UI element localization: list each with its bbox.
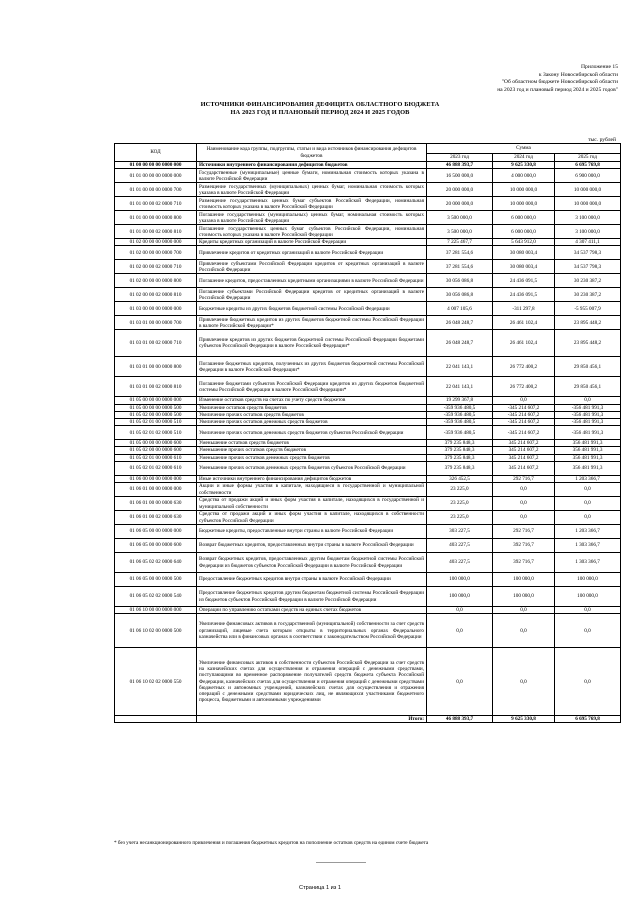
- row-value-2025: 356 481 991,3: [555, 440, 621, 447]
- row-value-2025: 356 481 991,3: [555, 454, 621, 461]
- footnote: * без учета несанкционированного привлечения и погашения бюджетных кредитов на пополнение остатков средств на едином счете бюджета: [114, 840, 429, 846]
- row-code: 01 05 02 01 02 0000 610: [115, 461, 197, 475]
- row-name: Средства от продажи акций и иных форм участия в капитале, находящихся в собственности субъектов Российской Федерации: [197, 511, 427, 525]
- row-value-2024: 392 716,7: [493, 539, 555, 553]
- row-code: 01 03 01 00 02 0000 810: [115, 377, 197, 397]
- row-value-2024: 345 214 607,2: [493, 454, 555, 461]
- total-value-2023: 46 888 393,7: [427, 716, 493, 723]
- row-value-2023: 100 000,0: [427, 573, 493, 587]
- row-code: 01 05 02 01 02 0000 510: [115, 426, 197, 440]
- row-value-2024: 26 461 102,4: [493, 316, 555, 330]
- row-code: 01 06 01 00 02 0000 630: [115, 511, 197, 525]
- table-row: [115, 440, 621, 447]
- row-value-2024: 24 436 091,5: [493, 288, 555, 302]
- row-value-2024: 24 436 091,5: [493, 274, 555, 288]
- table-row: [115, 587, 621, 607]
- row-name: Кредиты кредитных организаций в валюте Российской Федерации: [197, 239, 427, 246]
- row-name: Уменьшение прочих остатков средств бюджетов: [197, 447, 427, 454]
- row-name: Уменьшение прочих остатков денежных средств бюджетов: [197, 454, 427, 461]
- row-value-2023: -359 936 480,5: [427, 404, 493, 411]
- table-row: [115, 447, 621, 454]
- table-row: [115, 404, 621, 411]
- row-value-2023: 20 000 000,0: [427, 183, 493, 197]
- sources-table: [114, 143, 621, 723]
- row-value-2023: 379 235 848,3: [427, 440, 493, 447]
- row-value-2024: 345 214 607,2: [493, 461, 555, 475]
- row-name: Размещение государственных (муниципальных) ценных бумаг, номинальная стоимость которых указана в валюте Российской Федерации: [197, 183, 427, 197]
- row-value-2023: -359 936 480,5: [427, 419, 493, 426]
- table-row: [115, 316, 621, 330]
- row-name: Государственные (муниципальные) ценные бумаги, номинальная стоимость которых указана в валюте Российской Федерации: [197, 169, 427, 183]
- row-name: Бюджетные кредиты, предоставленные внутри страны в валюте Российской Федерации: [197, 525, 427, 539]
- row-value-2024: 292 716,7: [493, 475, 555, 482]
- row-code: 01 06 01 00 00 0000 000: [115, 483, 197, 497]
- row-value-2025: 1 303 366,7: [555, 539, 621, 553]
- table-row: [115, 197, 621, 211]
- appendix-line: к Закону Новосибирской области: [538, 71, 618, 78]
- row-value-2024: 30 080 003,4: [493, 260, 555, 274]
- row-value-2024: 0,0: [493, 607, 555, 614]
- table-row: [115, 573, 621, 587]
- row-value-2023: 23 225,0: [427, 511, 493, 525]
- table-row: [115, 274, 621, 288]
- table-row: [115, 239, 621, 246]
- row-value-2025: 29 850 456,1: [555, 377, 621, 397]
- table-row: [115, 397, 621, 404]
- row-value-2025: 29 850 456,1: [555, 357, 621, 377]
- row-value-2025: 6 900 000,0: [555, 169, 621, 183]
- row-value-2024: -311 297,8: [493, 302, 555, 316]
- title-line: ИСТОЧНИКИ ФИНАНСИРОВАНИЯ ДЕФИЦИТА ОБЛАСТНОГО БЮДЖЕТА: [200, 101, 440, 108]
- row-name: Увеличение остатков средств бюджетов: [197, 404, 427, 411]
- table-row: [115, 553, 621, 573]
- table-row: [115, 426, 621, 440]
- table-row: [115, 461, 621, 475]
- row-value-2023: 22 041 143,1: [427, 377, 493, 397]
- row-code: 01 06 01 00 00 0000 630: [115, 497, 197, 511]
- row-name: Источники внутреннего финансирования дефицитов бюджетов: [197, 162, 427, 169]
- row-value-2025: 1 203 366,7: [555, 525, 621, 539]
- row-value-2024: 0,0: [493, 483, 555, 497]
- row-value-2023: 3 500 000,0: [427, 225, 493, 239]
- total-row: [115, 716, 621, 723]
- table-row: [115, 454, 621, 461]
- table-row: [115, 614, 621, 648]
- row-value-2025: 10 000 000,0: [555, 197, 621, 211]
- row-value-2023: 30 056 086,8: [427, 288, 493, 302]
- row-value-2024: 345 214 607,2: [493, 440, 555, 447]
- row-value-2025: 100 000,0: [555, 587, 621, 607]
- row-code: 01 06 10 02 00 0000 500: [115, 614, 197, 648]
- appendix-header: [378, 64, 618, 94]
- row-value-2023: 4 007 105,6: [427, 302, 493, 316]
- total-value-2024: 9 625 330,8: [493, 716, 555, 723]
- row-value-2023: 0,0: [427, 607, 493, 614]
- row-code: 01 03 00 00 00 0000 000: [115, 302, 197, 316]
- row-value-2024: -345 214 607,2: [493, 426, 555, 440]
- row-code: 01 02 00 00 00 0000 700: [115, 246, 197, 260]
- row-name: Погашение кредитов, предоставленных кредитными организациями в валюте Российской Федерации: [197, 274, 427, 288]
- row-value-2023: 7 225 467,7: [427, 239, 493, 246]
- signature-line: [316, 862, 366, 863]
- row-value-2025: -356 481 991,3: [555, 404, 621, 411]
- row-name: Увеличение прочих остатков денежных средств бюджетов: [197, 419, 427, 426]
- row-value-2025: 30 230 387,2: [555, 274, 621, 288]
- row-code: 01 06 05 02 02 0000 540: [115, 587, 197, 607]
- table-row: [115, 162, 621, 169]
- row-value-2024: 100 000,0: [493, 587, 555, 607]
- row-value-2025: 23 895 448,2: [555, 330, 621, 357]
- row-value-2024: -345 214 607,2: [493, 411, 555, 418]
- row-name: Иные источники внутреннего финансирования дефицитов бюджетов: [197, 475, 427, 482]
- table-row: [115, 607, 621, 614]
- row-code: 01 06 10 00 00 0000 000: [115, 607, 197, 614]
- table-row: [115, 411, 621, 418]
- row-code: 01 02 00 00 00 0000 000: [115, 239, 197, 246]
- row-value-2024: 100 000,0: [493, 573, 555, 587]
- row-value-2024: 26 772 400,2: [493, 377, 555, 397]
- row-value-2025: 30 230 387,2: [555, 288, 621, 302]
- row-value-2024: 5 643 912,0: [493, 239, 555, 246]
- row-value-2024: 6 000 000,0: [493, 211, 555, 225]
- table-row: [115, 183, 621, 197]
- units-label: тыс. рублей: [588, 137, 616, 143]
- row-value-2024: 0,0: [493, 497, 555, 511]
- row-code: 01 03 01 00 00 0000 700: [115, 316, 197, 330]
- row-value-2025: 0,0: [555, 607, 621, 614]
- table-row: [115, 225, 621, 239]
- row-value-2024: 0,0: [493, 614, 555, 648]
- total-value-2025: 6 695 769,8: [555, 716, 621, 723]
- row-value-2023: 379 235 848,3: [427, 447, 493, 454]
- row-value-2023: 19 299 367,8: [427, 397, 493, 404]
- row-code: 01 05 00 00 00 0000 600: [115, 440, 197, 447]
- table-row: [115, 475, 621, 482]
- row-name: Операции по управлению остатками средств на единых счетах бюджетов: [197, 607, 427, 614]
- table-row: [115, 169, 621, 183]
- row-value-2023: 379 235 848,3: [427, 461, 493, 475]
- row-code: 01 05 02 01 00 0000 510: [115, 419, 197, 426]
- table-row: [115, 648, 621, 716]
- total-code-cell: [115, 716, 197, 723]
- table-row: [115, 539, 621, 553]
- row-code: 01 06 10 02 02 0000 550: [115, 648, 197, 716]
- row-value-2023: 0,0: [427, 614, 493, 648]
- appendix-line: "Об областном бюджете Новосибирской области: [501, 79, 618, 86]
- row-value-2023: 46 888 393,7: [427, 162, 493, 169]
- table-row: [115, 483, 621, 497]
- row-value-2023: 37 281 554,6: [427, 246, 493, 260]
- row-code: 01 05 00 00 00 0000 500: [115, 404, 197, 411]
- row-value-2023: 23 225,0: [427, 483, 493, 497]
- row-name: Размещение государственных ценных бумаг субъектов Российской Федерации, номинальная стоимость которых указана в валюте Российской Федерации: [197, 197, 427, 211]
- row-value-2025: 0,0: [555, 497, 621, 511]
- row-name: Средства от продажи акций и иных форм участия в капитале, находящихся в государственной и муниципальной собственности: [197, 497, 427, 511]
- row-name: Погашение субъектами Российской Федерации кредитов от кредитных организаций в валюте Российской Федерации: [197, 288, 427, 302]
- row-code: 01 01 00 00 00 0000 800: [115, 211, 197, 225]
- row-code: 01 02 00 00 02 0000 710: [115, 260, 197, 274]
- row-code: 01 06 05 00 00 0000 500: [115, 573, 197, 587]
- table-row: [115, 511, 621, 525]
- row-value-2025: 6 695 769,8: [555, 162, 621, 169]
- row-value-2025: 0,0: [555, 397, 621, 404]
- total-label: Итого:: [197, 716, 427, 723]
- row-value-2024: 26 772 400,2: [493, 357, 555, 377]
- row-value-2025: 0,0: [555, 614, 621, 648]
- row-code: 01 01 00 00 02 0000 810: [115, 225, 197, 239]
- row-value-2025: 0,0: [555, 648, 621, 716]
- row-name: Акции и иные формы участия в капитале, находящиеся в государственной и муниципальной собственности: [197, 483, 427, 497]
- row-value-2023: 26 048 248,7: [427, 316, 493, 330]
- row-value-2023: 3 500 000,0: [427, 211, 493, 225]
- row-value-2023: 403 227,5: [427, 539, 493, 553]
- row-code: 01 05 02 01 00 0000 610: [115, 454, 197, 461]
- row-value-2025: 100 000,0: [555, 573, 621, 587]
- row-value-2024: 10 000 000,0: [493, 183, 555, 197]
- document-title: [0, 101, 640, 118]
- row-code: 01 02 00 00 02 0000 810: [115, 288, 197, 302]
- row-name: Погашение государственных (муниципальных) ценных бумаг, номинальная стоимость которых указана в валюте Российской Федерации: [197, 211, 427, 225]
- row-value-2025: 356 481 991,3: [555, 461, 621, 475]
- row-value-2024: 0,0: [493, 648, 555, 716]
- row-code: 01 05 00 00 00 0000 000: [115, 397, 197, 404]
- row-value-2024: 392 716,7: [493, 553, 555, 573]
- row-value-2024: 6 000 000,0: [493, 225, 555, 239]
- row-value-2024: 4 000 000,0: [493, 169, 555, 183]
- row-value-2023: 379 235 848,3: [427, 454, 493, 461]
- row-code: 01 01 00 00 00 0000 700: [115, 183, 197, 197]
- row-value-2023: 326 452,5: [427, 475, 493, 482]
- row-value-2024: -345 214 607,2: [493, 404, 555, 411]
- row-code: 01 05 02 00 00 0000 500: [115, 411, 197, 418]
- row-value-2023: 37 281 554,6: [427, 260, 493, 274]
- row-name: Погашение бюджетных кредитов, полученных из других бюджетов бюджетной системы Российской Федерации в валюте Российской Федерации*: [197, 357, 427, 377]
- header-year-2025: 2025 год: [555, 154, 621, 162]
- row-value-2025: 3 100 000,0: [555, 225, 621, 239]
- row-name: Погашение государственных ценных бумаг субъектов Российской Федерации, номинальная стоимость которых указана в валюте Российской Федерации: [197, 225, 427, 239]
- table-row: [115, 525, 621, 539]
- row-name: Привлечение кредитов из других бюджетов бюджетной системы Российской Федерации бюджетами субъектов Российской Федерации в валюте Российской Федерации*: [197, 330, 427, 357]
- row-name: Предоставление бюджетных кредитов внутри страны в валюте Российской Федерации: [197, 573, 427, 587]
- table-row: [115, 288, 621, 302]
- row-value-2025: -356 481 991,3: [555, 411, 621, 418]
- row-value-2024: 292 716,7: [493, 525, 555, 539]
- row-code: 01 01 00 00 02 0000 710: [115, 197, 197, 211]
- row-code: 01 03 01 00 02 0000 710: [115, 330, 197, 357]
- row-value-2025: 34 537 798,3: [555, 246, 621, 260]
- table-row: [115, 357, 621, 377]
- row-value-2023: -359 936 480,5: [427, 426, 493, 440]
- row-name: Увеличение прочих остатков денежных средств бюджетов субъектов Российской Федерации: [197, 426, 427, 440]
- row-value-2025: 0,0: [555, 483, 621, 497]
- table-body: [115, 162, 621, 723]
- row-code: 01 06 00 00 00 0000 000: [115, 475, 197, 482]
- row-code: 01 03 01 00 00 0000 800: [115, 357, 197, 377]
- row-name: Возврат бюджетных кредитов, предоставленных другим бюджетам бюджетной системы Российской Федерации из бюджетов субъектов Российской Федерации в валюте Российской Федерации: [197, 553, 427, 573]
- row-code: 01 06 05 00 00 0000 600: [115, 539, 197, 553]
- row-value-2023: -359 936 480,5: [427, 411, 493, 418]
- row-value-2025: 3 100 000,0: [555, 211, 621, 225]
- table-row: [115, 330, 621, 357]
- page-number: Страница 1 из 1: [299, 885, 341, 891]
- row-name: Увеличение финансовых активов в государственной (муниципальной) собственности за счет средств организаций, лицевые счета которым открыты в территориальных органах Федерального казначейства или в финансовых органах в соответствии с законодательством Российской Федерации: [197, 614, 427, 648]
- row-value-2024: 0,0: [493, 397, 555, 404]
- row-name: Изменение остатков средств на счетах по учету средств бюджетов: [197, 397, 427, 404]
- row-value-2023: 403 227,5: [427, 553, 493, 573]
- row-value-2023: 30 056 086,8: [427, 274, 493, 288]
- row-value-2025: -5 955 007,9: [555, 302, 621, 316]
- row-code: 01 06 05 02 02 0000 640: [115, 553, 197, 573]
- table-row: [115, 246, 621, 260]
- row-value-2025: 34 537 798,3: [555, 260, 621, 274]
- row-value-2023: 20 000 000,0: [427, 197, 493, 211]
- row-value-2024: 9 625 330,8: [493, 162, 555, 169]
- header-name: Наименование кода группы, подгруппы, статьи и вида источников финансирования дефицитов бюджетов: [197, 144, 427, 162]
- header-code: КОД: [115, 144, 197, 162]
- row-code: 01 00 00 00 00 0000 000: [115, 162, 197, 169]
- row-code: 01 02 00 00 00 0000 800: [115, 274, 197, 288]
- title-line: НА 2023 ГОД И ПЛАНОВЫЙ ПЕРИОД 2024 И 2025 ГОДОВ: [230, 109, 410, 117]
- row-value-2025: 1 303 366,7: [555, 553, 621, 573]
- row-value-2025: -356 481 991,3: [555, 426, 621, 440]
- row-value-2024: -345 214 607,2: [493, 419, 555, 426]
- row-value-2024: 30 080 003,4: [493, 246, 555, 260]
- row-name: Увеличение прочих остатков средств бюджетов: [197, 411, 427, 418]
- row-name: Предоставление бюджетных кредитов другим бюджетам бюджетной системы Российской Федерации из бюджетов субъектов Российской Федерации в валюте Российской Федерации: [197, 587, 427, 607]
- row-value-2025: -356 481 991,3: [555, 419, 621, 426]
- row-value-2025: 23 895 448,2: [555, 316, 621, 330]
- row-value-2023: 100 000,0: [427, 587, 493, 607]
- table-row: [115, 211, 621, 225]
- header-year-2023: 2023 год: [427, 154, 493, 162]
- row-name: Увеличение финансовых активов в собственности субъектов Российской Федерации за счет средств на казначейских счетах для осуществления и отражения операций с денежными средствами, поступающими во временное распоряжение получателей средств бюджета субъекта Российской Федерации, казначейских счетах для осуществления и отражения операций с денежными средствами бюджетных и автономных учреждений, казначейских счетах для осуществления и отражения операций с денежными средствами юридических лиц, не являющихся участниками бюджетного процесса, бюджетными и автономными учреждениями: [197, 648, 427, 716]
- table-row: [115, 260, 621, 274]
- header-year-2024: 2024 год: [493, 154, 555, 162]
- row-value-2023: 0,0: [427, 648, 493, 716]
- row-value-2023: 23 225,0: [427, 497, 493, 511]
- row-value-2023: 22 041 143,1: [427, 357, 493, 377]
- row-value-2023: 26 048 248,7: [427, 330, 493, 357]
- row-name: Привлечение бюджетных кредитов из других бюджетов бюджетной системы Российской Федерации в валюте Российской Федерации*: [197, 316, 427, 330]
- row-name: Привлечение кредитов от кредитных организаций в валюте Российской Федерации: [197, 246, 427, 260]
- row-code: 01 01 00 00 00 0000 000: [115, 169, 197, 183]
- header-sum: Сумма: [427, 144, 621, 154]
- row-value-2025: 4 307 411,1: [555, 239, 621, 246]
- row-value-2025: 0,0: [555, 511, 621, 525]
- row-name: Погашение бюджетами субъектов Российской Федерации кредитов из других бюджетов бюджетной системы Российской Федерации в валюте Российской Федерации*: [197, 377, 427, 397]
- row-name: Уменьшение прочих остатков денежных средств бюджетов субъектов Российской Федерации: [197, 461, 427, 475]
- row-value-2025: 1 203 366,7: [555, 475, 621, 482]
- appendix-line: Приложение 15: [580, 64, 618, 70]
- row-name: Уменьшение остатков средств бюджетов: [197, 440, 427, 447]
- appendix-line: на 2023 год и плановый период 2024 и 2025 годов": [497, 86, 618, 93]
- table-row: [115, 497, 621, 511]
- row-name: Привлечение субъектами Российской Федерации кредитов от кредитных организаций в валюте Российской Федерации: [197, 260, 427, 274]
- row-value-2023: 16 500 000,0: [427, 169, 493, 183]
- row-value-2025: 356 481 991,3: [555, 447, 621, 454]
- table-row: [115, 377, 621, 397]
- row-code: 01 05 02 00 00 0000 600: [115, 447, 197, 454]
- row-name: Бюджетные кредиты из других бюджетов бюджетной системы Российской Федерации: [197, 302, 427, 316]
- row-code: 01 06 05 00 00 0000 000: [115, 525, 197, 539]
- row-value-2025: 10 000 000,0: [555, 183, 621, 197]
- row-name: Возврат бюджетных кредитов, предоставленных внутри страны в валюте Российской Федерации: [197, 539, 427, 553]
- row-value-2023: 303 227,5: [427, 525, 493, 539]
- table-row: [115, 302, 621, 316]
- row-value-2024: 26 461 102,4: [493, 330, 555, 357]
- table-row: [115, 419, 621, 426]
- row-value-2024: 10 000 000,0: [493, 197, 555, 211]
- row-value-2024: 0,0: [493, 511, 555, 525]
- row-value-2024: 345 214 607,2: [493, 447, 555, 454]
